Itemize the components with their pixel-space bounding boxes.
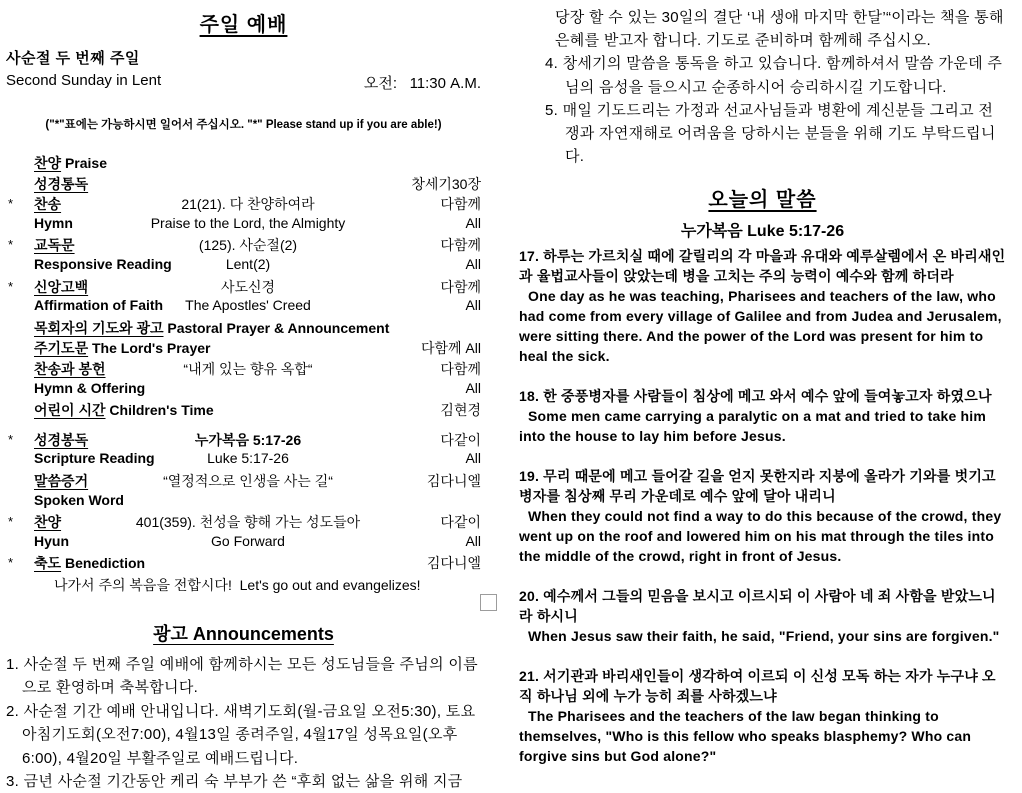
service-item-detail: 누가복음 5:17-26 [194, 431, 302, 448]
service-item-label [34, 174, 88, 194]
service-row [6, 318, 481, 339]
sunday-title-en: Second Sunday in Lent [6, 72, 162, 89]
service-row [6, 471, 481, 492]
announcements-continued [519, 6, 1006, 168]
service-row [6, 277, 481, 298]
service-item-leader: All [465, 255, 481, 272]
service-item-label [34, 492, 124, 508]
announcement-number: 2. [6, 702, 20, 720]
announcement-number: 4. [545, 55, 559, 73]
verse-english: One day as he was teaching, Pharisees and teachers of the law, who had come from every village of Galilee and from Judea and Jerusalem, were sitting there. And the power of the Lord was present for him to heal the sick. [519, 288, 1002, 365]
service-item-label-en: Hyun [34, 532, 69, 549]
left-column [0, 0, 511, 790]
service-item-detail: 21(21). 다 찬양하여라 [181, 196, 315, 213]
service-item-label-ko: 주기도문 [34, 340, 89, 357]
stand-asterisk: * [8, 278, 14, 294]
service-item-label [34, 194, 61, 214]
service-item-leader: 김다니엘 [426, 555, 481, 572]
service-row [6, 359, 481, 380]
verse-korean: 18. 한 중풍병자를 사람들이 침상에 메고 와서 예수 앞에 들여놓고자 하였으나 [519, 388, 992, 405]
stand-asterisk: * [8, 196, 14, 212]
service-item-label-en: Hymn & Offering [34, 379, 146, 396]
service-item-label [34, 380, 145, 396]
service-item-label-en: Pastoral Prayer & Announcement [167, 319, 390, 336]
verse-korean: 17. 하루는 가르치실 때에 갈릴리의 각 마을과 유대와 예루살렘에서 온 바리새인과 율법교사들이 앉았는데 병을 고치는 주의 능력이 예수와 함께 하더라 [519, 248, 1006, 285]
service-item-leader: 김다니엘 [426, 472, 481, 489]
service-item-detail: (125). 사순절(2) [198, 237, 298, 254]
service-item-detail: 사도신경 [220, 278, 276, 295]
right-column [511, 0, 1022, 781]
service-item-label-ko: 찬양 [34, 514, 62, 531]
checkbox-icon [480, 594, 497, 611]
service-item-label-ko: 목회자의 기도와 광고 [34, 319, 164, 336]
service-item-label [34, 256, 172, 272]
announcement-item: 3. 금년 사순절 기간동안 케리 숙 부부가 쓴 “후회 없는 삶을 위해 지금 [6, 772, 463, 790]
verse-korean: 19. 무리 때문에 메고 들어갈 길을 얻지 못한지라 지붕에 올라가 기와를 벗기고 병자를 침상째 무리 가운데로 예수 앞에 달아 내리니 [519, 468, 996, 505]
service-row [6, 512, 481, 533]
verse-english: When they could not find a way to do this because of the crowd, they went up on the roof and lowered him on his mat through the tiles into the middle of the crowd, right in front of Jesus. [519, 508, 1002, 565]
service-item-leader: 창세기30장 [411, 175, 481, 192]
announcement-item: 당장 할 수 있는 30일의 결단 ‘내 생애 마지막 한달’“이라는 책을 통해 은혜를 받고자 합니다. 기도로 준비하며 함께해 주십시오. [555, 9, 1004, 50]
service-row [6, 215, 481, 236]
service-item-leader: 다함께 [440, 278, 481, 295]
service-row [6, 235, 481, 256]
service-item-detail: Go Forward [211, 532, 285, 549]
service-item-leader: 다함께 [440, 196, 481, 213]
service-item-leader: All [465, 532, 481, 549]
service-item-label-ko: 신앙고백 [34, 278, 89, 295]
service-item-leader: All [465, 297, 481, 314]
service-item-label [34, 512, 61, 532]
service-item-leader: 다함께 [440, 237, 481, 254]
stand-asterisk: * [8, 514, 14, 530]
sunday-row [6, 72, 481, 93]
service-row [6, 553, 481, 574]
closing-line: 나가서 주의 복음을 전합시다! Let's go out and evangelizes! [54, 576, 421, 593]
service-row [6, 430, 481, 451]
service-item-label-ko: 교독문 [34, 237, 75, 254]
service-row [6, 338, 481, 359]
service-item-label-ko: 말씀증거 [34, 472, 89, 489]
scripture-reference: 누가복음 Luke 5:17-26 [680, 223, 845, 241]
service-item-label [34, 533, 69, 549]
service-item-detail: Praise to the Lord, the Almighty [150, 214, 346, 231]
service-item-label-ko: 어린이 시간 [34, 402, 106, 419]
announcements-list [6, 653, 481, 793]
service-item-leader: All [465, 214, 481, 231]
service-item-leader: 다함께 All [420, 340, 481, 357]
service-item-detail: “내게 있는 향유 옥합“ [183, 360, 313, 377]
service-item-label-en: Responsive Reading [34, 255, 172, 272]
service-item-label [34, 297, 163, 313]
service-item-label [34, 215, 73, 231]
service-item-label-ko: 성경봉독 [34, 431, 89, 448]
service-row [6, 153, 481, 174]
service-item-label [34, 318, 389, 338]
sunday-title-ko: 사순절 두 번째 주일 [6, 50, 140, 67]
service-item-label-en: Scripture Reading [34, 450, 155, 467]
verse-english: Some men came carrying a paralytic on a mat and tried to take him into the house to lay him before Jesus. [519, 408, 987, 445]
todays-word-title: 오늘의 말씀 [708, 189, 817, 212]
service-item-label [34, 471, 88, 491]
service-item-label-ko: 축도 [34, 555, 62, 572]
service-row [6, 450, 481, 471]
service-item-label-ko: 찬양 [34, 155, 62, 171]
announcement-item: 5. 매일 기도드리는 가정과 선교사님들과 병환에 계신분들 그리고 전쟁과 자연재해로 어려움을 당하시는 분들을 위해 기도 부탁드립니다. [545, 101, 996, 166]
service-item-label [34, 553, 145, 573]
service-item-label-en: Hymn [34, 214, 73, 231]
stand-asterisk: * [8, 431, 14, 447]
checkbox-row [6, 594, 497, 612]
announcement-item: 2. 사순절 기간 예배 안내입니다. 새벽기도회(월-금요일 오전5:30), 토요 아침기도회(오전7:00), 4월13일 종려주일, 4월17일 성목요일(오후6:00), 4월20일 부활주일로 예배드립니다. [6, 702, 476, 767]
service-item-label-en: The Lord's Prayer [92, 340, 211, 357]
service-item-detail: “열정적으로 인생을 사는 길“ [163, 472, 333, 489]
worship-title: 주일 예배 [199, 14, 288, 36]
service-time: 오전: 11:30 A.M. [363, 75, 481, 92]
service-item-label-ko: 성경통독 [34, 175, 89, 192]
service-item-label [34, 359, 106, 379]
service-row [6, 297, 481, 318]
stand-asterisk: * [8, 555, 14, 571]
service-item-leader: 다같이 [440, 431, 481, 448]
service-item-detail: Luke 5:17-26 [207, 450, 289, 467]
service-item-detail: The Apostles' Creed [185, 297, 311, 314]
service-item-label-en: Praise [64, 155, 107, 171]
stand-note: ("*"표에는 가능하시면 일어서 주십시오. "*" Please stand up if you are able!) [45, 119, 442, 131]
service-row [6, 533, 481, 554]
service-item-label [34, 235, 75, 255]
service-row [6, 194, 481, 215]
service-item-label-ko: 찬송과 봉헌 [34, 360, 106, 377]
verses [519, 246, 1006, 766]
announcement-number: 5. [545, 101, 559, 119]
service-item-label-en: Spoken Word [34, 491, 124, 508]
verse-english: The Pharisees and the teachers of the law began thinking to themselves, "Who is this fellow who speaks blasphemy? Who can forgive sins but God alone?" [519, 708, 972, 765]
announcement-number: 1. [6, 655, 20, 673]
service-item-label-en: Children's Time [109, 402, 214, 419]
service-item-leader: All [465, 450, 481, 467]
service-item-label [34, 338, 210, 358]
service-list [6, 153, 481, 574]
service-item-detail: Lent(2) [225, 255, 271, 272]
service-row [6, 256, 481, 277]
service-item-label [34, 277, 88, 297]
announcements-title: 광고 Announcements [153, 623, 334, 644]
verse-english: When Jesus saw their faith, he said, "Friend, your sins are forgiven." [528, 628, 1000, 645]
verse-korean: 21. 서기관과 바리새인들이 생각하여 이르되 이 신성 모독 하는 자가 누구냐 오직 하나님 외에 누가 능히 죄를 사하겠느냐 [519, 668, 996, 705]
announcement-item: 1. 사순절 두 번째 주일 예배에 함께하시는 모든 성도님들을 주님의 이름으로 환영하며 축복합니다. [6, 655, 478, 697]
verse-korean: 20. 예수께서 그들의 믿음을 보시고 이르시되 이 사람아 네 죄 사함을 받았느니라 하시니 [519, 588, 996, 625]
service-row [6, 492, 481, 513]
service-item-label-en: Benediction [64, 555, 146, 572]
service-item-label [34, 400, 214, 420]
service-item-leader: 김현경 [440, 402, 481, 419]
service-item-label-ko: 찬송 [34, 196, 62, 213]
service-item-label [34, 450, 155, 466]
service-item-label [34, 153, 107, 173]
announcement-item: 4. 창세기의 말씀을 통독을 하고 있습니다. 함께하셔서 말씀 가운데 주님의 음성을 들으시고 순종하시어 승리하시길 기도합니다. [545, 55, 1003, 96]
service-row [6, 174, 481, 195]
stand-asterisk: * [8, 237, 14, 253]
service-item-leader: All [465, 379, 481, 396]
service-item-detail: 401(359). 천성을 향해 가는 성도들아 [135, 514, 361, 531]
service-item-leader: 다함께 [440, 360, 481, 377]
service-row [6, 380, 481, 401]
service-item-leader: 다같이 [440, 514, 481, 531]
announcement-number: 3. [6, 772, 20, 790]
service-row [6, 400, 481, 421]
service-item-label [34, 430, 88, 450]
service-item-label-en: Affirmation of Faith [34, 297, 164, 314]
